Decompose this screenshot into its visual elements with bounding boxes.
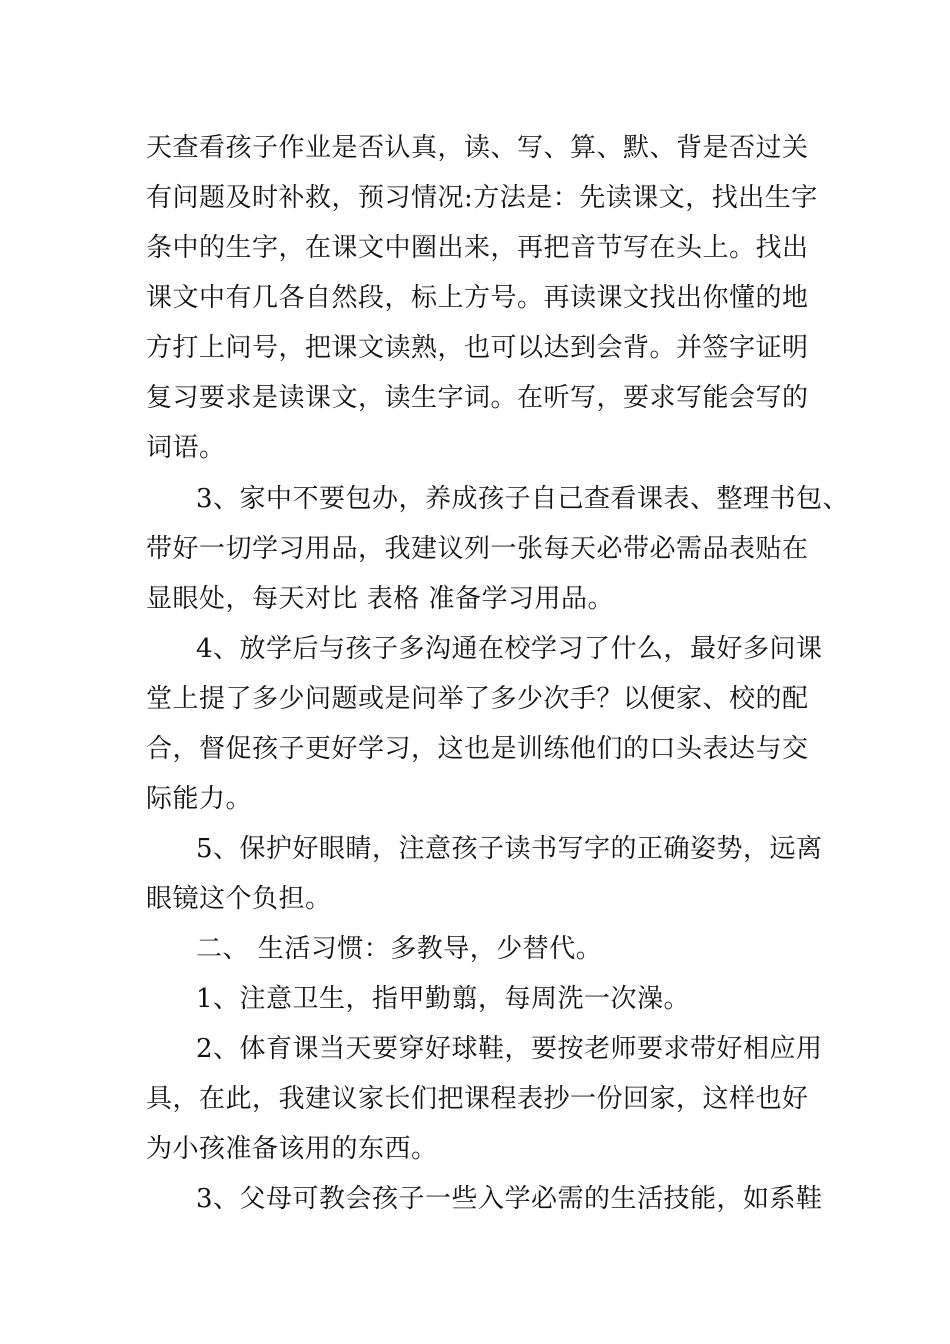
text-line: 显眼处，每天对比 表格 准备学习用品。 [146,584,615,614]
paragraph-start-line: 3、家中不要包办，养成孩子自己查看课表、整理书包、 [196,484,850,514]
text-line: 堂上提了多少问题或是问举了多少次手？以便家、校的配 [146,684,809,714]
text-line: 带好一切学习用品，我建议列一张每天必带必需品表贴在 [146,534,809,564]
text-line: 合，督促孩子更好学习，这也是训练他们的口头表达与交 [146,734,809,764]
paragraph-start-line: 1、注意卫生，指甲勤翦，每周洗一次澡。 [196,984,691,1014]
text-line: 际能力。 [146,784,253,814]
section-heading: 二、 生活习惯：多教导，少替代。 [196,934,603,964]
text-line: 复习要求是读课文，读生字词。在听写，要求写能会写的 [146,383,809,413]
text-line: 词语。 [146,433,226,463]
text-line: 具，在此，我建议家长们把课程表抄一份回家，这样也好 [146,1084,809,1114]
text-line: 眼镜这个负担。 [146,884,332,914]
text-line: 为小孩准备该用的东西。 [146,1134,438,1164]
text-line: 天查看孩子作业是否认真，读、写、算、默、背是否过关 [146,133,809,163]
text-line: 条中的生字，在课文中圈出来，再把音节写在头上。找出 [146,233,809,263]
paragraph-start-line: 4、放学后与孩子多沟通在校学习了什么，最好多问课 [196,634,823,664]
text-line: 有问题及时补救，预习情况:方法是：先读课文，找出生字 [146,183,818,213]
paragraph-start-line: 2、体育课当天要穿好球鞋，要按老师要求带好相应用 [196,1034,823,1064]
paragraph-start-line: 5、保护好眼睛，注意孩子读书写字的正确姿势，远离 [196,834,823,864]
text-line: 方打上问号，把课文读熟，也可以达到会背。并签字证明 [146,333,809,363]
text-line: 课文中有几各自然段，标上方号。再读课文找出你懂的地 [146,283,809,313]
paragraph-start-line: 3、父母可教会孩子一些入学必需的生活技能，如系鞋 [196,1184,823,1214]
